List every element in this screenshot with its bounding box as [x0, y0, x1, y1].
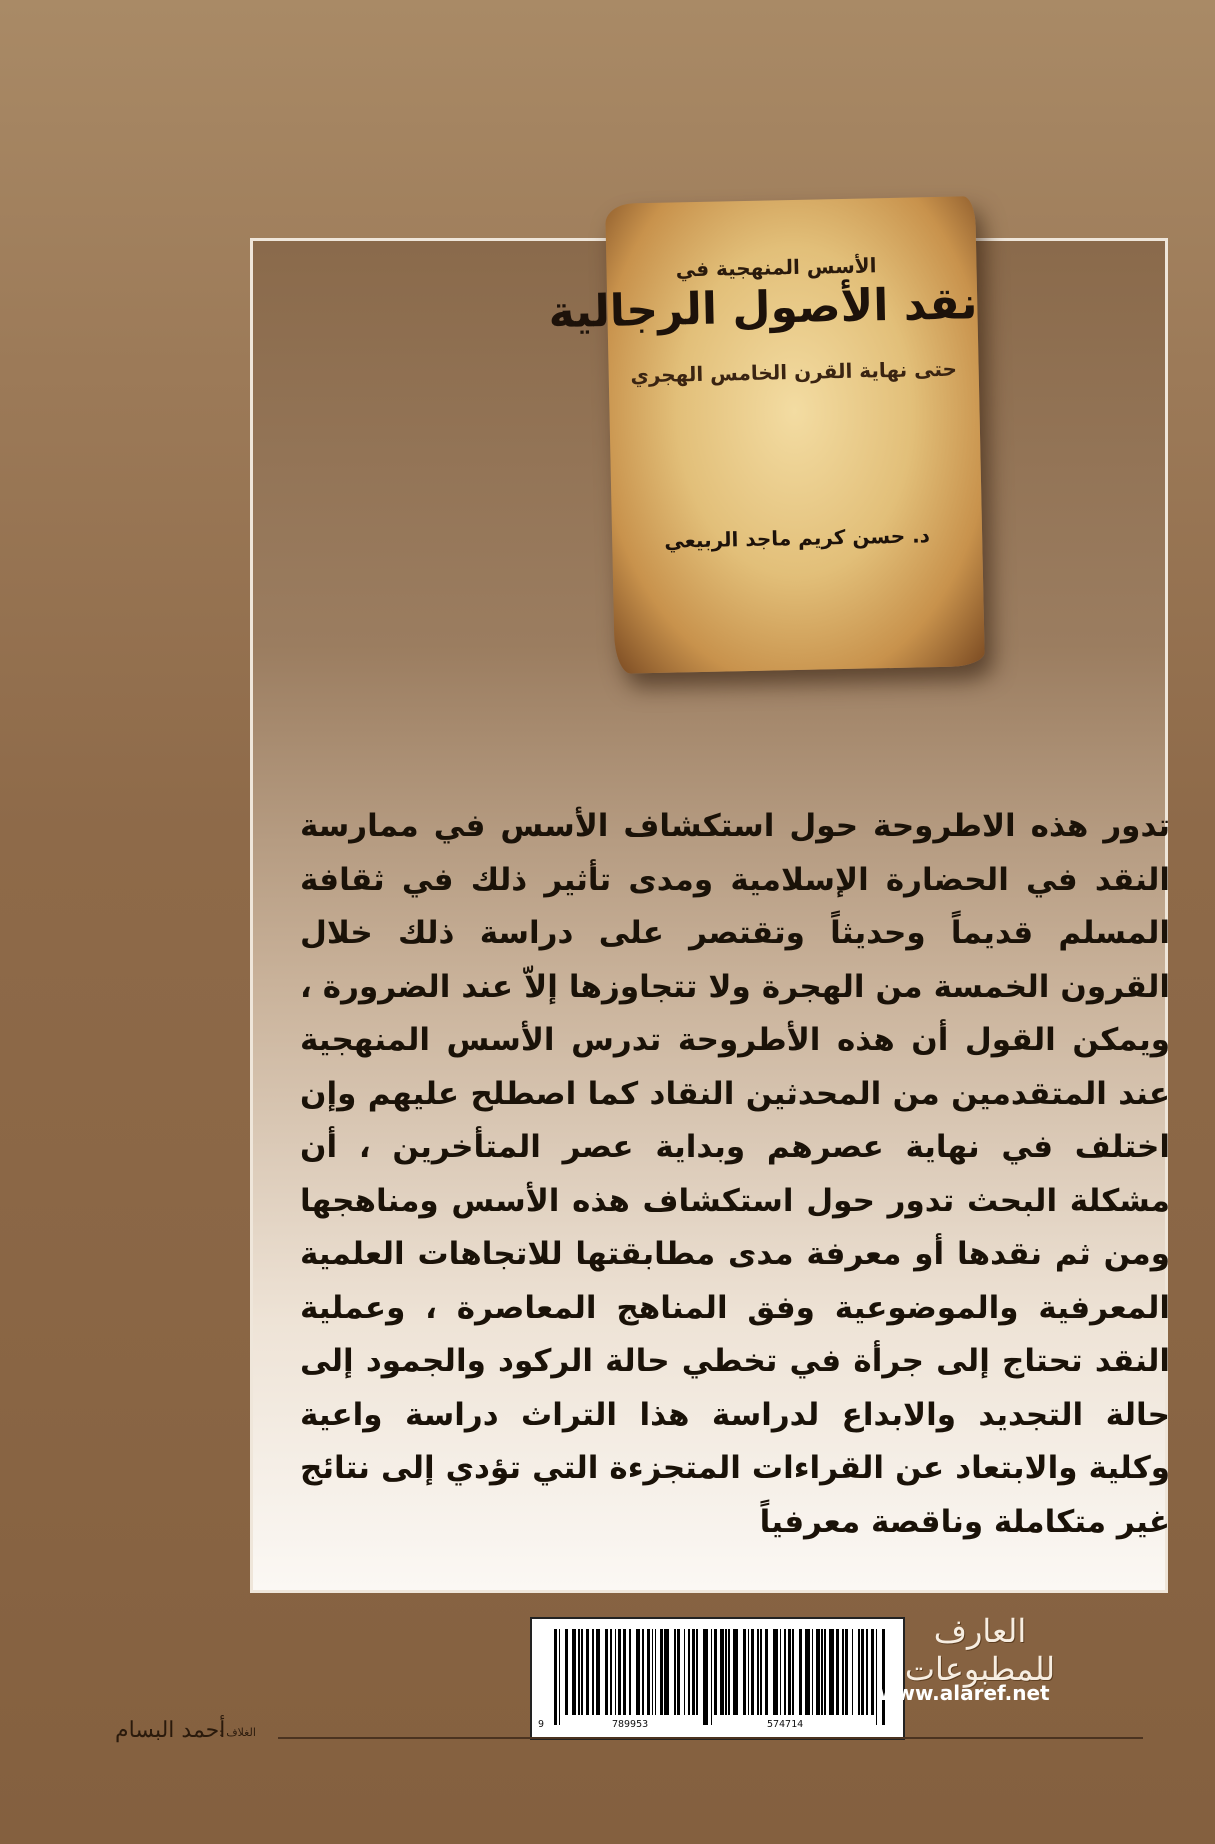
barcode-bar [852, 1629, 854, 1715]
barcode-bar [728, 1629, 730, 1715]
barcode-bar [799, 1629, 802, 1715]
barcode-bar [780, 1629, 782, 1715]
barcode-bar [842, 1629, 844, 1715]
isbn-barcode [530, 1617, 905, 1740]
barcode-bar [610, 1629, 612, 1715]
barcode-bar [816, 1629, 819, 1715]
barcode-bar [792, 1629, 794, 1715]
barcode-bar [578, 1629, 580, 1715]
blurb-text: تدور هذه الاطروحة حول استكشاف الأسس في ممارسة النقد في الحضارة الإسلامية ومدى تأثير ذلك في ثقافة المسلم قديماً وحديثاً وتقتصر على دراسة ذلك خلال القرون الخمسة من الهجرة ولا تتجاوزها إلاّ عند الضرورة ، ويمكن القول أن هذه الأطروحة تدرس الأسس المنهجية عند المتقدمين من المحدثين النقاد كما اصطلح عليهم وإن اختلف في نهاية عصرهم وبداية عصر المتأخرين ، أن مشكلة البحث تدور حول استكشاف هذه الأسس ومناهجها ومن ثم نقدها أو معرفة مدى مطابقتها للاتجاهات العلمية المعرفية والموضوعية وفق المناهج المعاصرة ، وعملية النقد تحتاج إلى جرأة في تخطي حالة الركود والجمود إلى حالة التجديد والابداع لدراسة هذا التراث دراسة واعية وكلية والابتعاد عن القراءات المتجزءة التي تؤدي إلى نتائج غير متكاملة وناقصة معرفياً [300, 808, 1170, 1540]
barcode-bar [720, 1629, 723, 1715]
barcode-bars [554, 1629, 889, 1717]
barcode-bar [615, 1629, 617, 1715]
barcode-bar [743, 1629, 746, 1715]
barcode-bar [733, 1629, 738, 1715]
barcode-bar [565, 1629, 568, 1715]
barcode-bar [711, 1629, 713, 1725]
barcode-bar [605, 1629, 608, 1715]
barcode-bar [554, 1629, 557, 1725]
barcode-bar [821, 1629, 823, 1715]
barcode-bar [805, 1629, 810, 1715]
barcode-bar [773, 1629, 778, 1715]
cover-author: د. حسن كريم ماجد الربيعي [664, 523, 931, 553]
barcode-bar [642, 1629, 644, 1715]
barcode-bar [660, 1629, 663, 1715]
barcode-bar [636, 1629, 641, 1715]
barcode-bar [824, 1629, 826, 1715]
barcode-bar [559, 1629, 561, 1725]
barcode-bar [684, 1629, 686, 1715]
barcode-bar [871, 1629, 874, 1715]
barcode-bar [748, 1629, 750, 1715]
cover-designer-signature: أحمد البسام [115, 1718, 226, 1743]
barcode-bar [572, 1629, 577, 1715]
barcode-bar [652, 1629, 654, 1715]
barcode-bar [696, 1629, 698, 1715]
barcode-bar [618, 1629, 621, 1715]
barcode-bar [836, 1629, 839, 1715]
barcode-bar [784, 1629, 786, 1715]
barcode-bar [655, 1629, 657, 1715]
barcode-bar [876, 1629, 878, 1725]
barcode-bar [866, 1629, 868, 1715]
credit-divider [278, 1737, 1143, 1739]
barcode-bar [757, 1629, 759, 1715]
parchment-title-card [548, 196, 985, 674]
barcode-bar [788, 1629, 791, 1715]
barcode-bar [845, 1629, 848, 1715]
barcode-bar [858, 1629, 860, 1715]
barcode-bar [664, 1629, 669, 1715]
barcode-bar [586, 1629, 589, 1715]
barcode-group-right: 574714 [767, 1719, 804, 1730]
barcode-bar [760, 1629, 762, 1715]
barcode-bar [596, 1629, 601, 1715]
barcode-bar [765, 1629, 768, 1715]
cover-subtitle: حتى نهاية القرن الخامس الهجري [630, 356, 958, 388]
barcode-bar [674, 1629, 676, 1715]
cover-title: نقد الأصول الرجالية [548, 278, 978, 339]
barcode-bar [725, 1629, 727, 1715]
barcode-bar [861, 1629, 864, 1715]
barcode-bar [623, 1629, 626, 1715]
barcode-digit-first: 9 [538, 1719, 545, 1730]
barcode-group-left: 789953 [612, 1719, 649, 1730]
cover-credit-label: الغلاف : [219, 1726, 256, 1739]
barcode-bar [581, 1629, 583, 1715]
barcode-bar [829, 1629, 834, 1715]
barcode-bar [592, 1629, 594, 1715]
barcode-bar [703, 1629, 708, 1725]
barcode-bar [812, 1629, 814, 1715]
barcode-bar [692, 1629, 695, 1715]
cover-pre-title: الأسس المنهجية في [675, 253, 877, 282]
barcode-bar [647, 1629, 650, 1715]
publisher-logo: العارف للمطبوعات [904, 1612, 1056, 1688]
barcode-bar [677, 1629, 680, 1715]
publisher-url[interactable]: www.alaref.net [878, 1681, 1050, 1705]
barcode-bar [714, 1629, 717, 1715]
barcode-bar [751, 1629, 754, 1715]
barcode-bar [629, 1629, 631, 1715]
barcode-bar [688, 1629, 690, 1715]
